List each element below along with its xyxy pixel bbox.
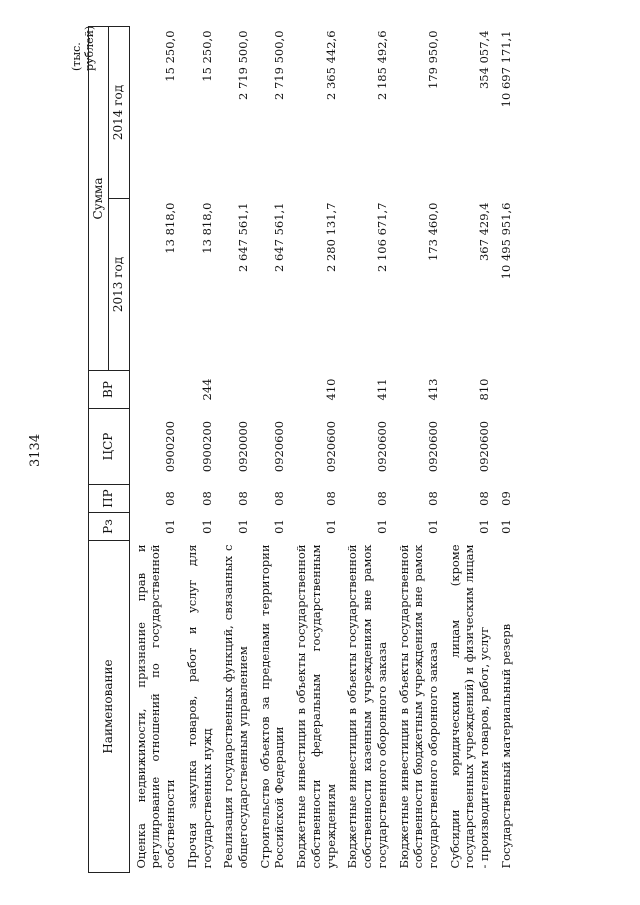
- row-sum-2014: 10 697 171,1: [498, 30, 513, 108]
- row-sum-2013: 2 106 671,7: [374, 202, 389, 272]
- row-vr: 413: [425, 378, 440, 401]
- table-row: [393, 26, 444, 872]
- row-rz: 01: [477, 519, 492, 534]
- header-csr: ЦСР: [89, 409, 130, 485]
- row-sum-2013: 13 818,0: [163, 202, 178, 254]
- row-vr: [254, 371, 290, 409]
- row-rz: 01: [498, 519, 513, 534]
- row-pr: 09: [498, 491, 513, 506]
- row-name: Оценка недвижимости, признание прав и регулирование отношений по государственной собственности: [133, 544, 178, 869]
- row-vr: 810: [477, 378, 492, 401]
- row-csr: 0920600: [374, 420, 389, 473]
- row-name: Прочая закупка товаров, работ и услуг для государственных нужд: [184, 544, 214, 869]
- row-csr: 0920600: [425, 420, 440, 473]
- row-sum-2013: 10 495 951,6: [498, 202, 513, 280]
- row-csr: 0920000: [236, 420, 251, 473]
- row-vr: 411: [374, 378, 389, 401]
- row-pr: 08: [374, 491, 389, 506]
- row-rz: 01: [199, 519, 214, 534]
- table-row: [444, 26, 495, 872]
- budget-table: [88, 26, 517, 873]
- row-sum-2014: 15 250,0: [163, 30, 178, 82]
- row-sum-2014: 2 365 442,6: [323, 30, 338, 100]
- row-csr: 0900200: [163, 420, 178, 473]
- row-rz: 01: [323, 519, 338, 534]
- row-csr: 0900200: [199, 420, 214, 473]
- table-row: [495, 26, 517, 872]
- row-csr: 0920600: [477, 420, 492, 473]
- row-sum-2014: 2 185 492,6: [374, 30, 389, 100]
- row-sum-2013: 2 647 561,1: [236, 202, 251, 272]
- row-vr: [217, 371, 253, 409]
- row-sum-2013: 367 429,4: [477, 202, 492, 262]
- row-name: Реализация государственных функций, связанных с общегосударственным управлением: [221, 544, 251, 869]
- table-row: [181, 26, 217, 872]
- table-row: [129, 26, 181, 872]
- row-sum-2013: 13 818,0: [199, 202, 214, 254]
- row-vr: 410: [323, 378, 338, 401]
- row-pr: 08: [477, 491, 492, 506]
- row-pr: 08: [199, 491, 214, 506]
- header-rz: Рз: [89, 513, 130, 541]
- row-rz: 01: [272, 519, 287, 534]
- row-sum-2013: 173 460,0: [425, 202, 440, 262]
- row-name: Бюджетные инвестиции в объекты государственной собственности федеральным государственным учреждениям: [294, 544, 338, 869]
- table-row: [341, 26, 392, 872]
- row-sum-2014: 15 250,0: [199, 30, 214, 82]
- row-rz: 01: [236, 519, 251, 534]
- row-vr: [495, 371, 517, 409]
- header-year-2013: 2013 год: [109, 199, 129, 371]
- row-rz: 01: [163, 519, 178, 534]
- header-sum: Сумма: [89, 26, 109, 370]
- row-pr: 08: [323, 491, 338, 506]
- table-row: [217, 26, 253, 872]
- row-sum-2014: 179 950,0: [425, 30, 440, 90]
- row-vr: [129, 371, 181, 409]
- row-sum-2013: 2 647 561,1: [272, 202, 287, 272]
- row-sum-2014: 2 719 500,0: [236, 30, 251, 100]
- header-vr: ВР: [89, 371, 130, 409]
- row-csr: 0920600: [323, 420, 338, 473]
- table-header: [89, 26, 130, 872]
- row-rz: 01: [374, 519, 389, 534]
- table-row: [290, 26, 341, 872]
- row-rz: 01: [425, 519, 440, 534]
- row-name: Государственный материальный резерв: [498, 623, 513, 869]
- header-year-2014: 2014 год: [109, 26, 129, 198]
- table-body: [129, 26, 516, 872]
- header-name: Наименование: [89, 541, 130, 873]
- row-name: Субсидии юридическим лицам (кроме государственных учреждений) и физическим лицам - производителям товаров, работ, услуг: [447, 544, 492, 869]
- row-pr: 08: [425, 491, 440, 506]
- row-csr: 0920600: [272, 420, 287, 473]
- header-pr: ПР: [89, 485, 130, 513]
- row-pr: 08: [272, 491, 287, 506]
- page-number: 3134: [28, 433, 43, 467]
- table-row: [254, 26, 290, 872]
- row-name: Бюджетные инвестиции в объекты государственной собственности бюджетным учреждениям вне рамок государственного оборонного заказа: [396, 544, 440, 869]
- row-name: Строительство объектов за пределами территории Российской Федерации: [257, 544, 287, 869]
- row-sum-2014: 354 057,4: [477, 30, 492, 90]
- units-label: (тыс. рублей): [70, 25, 96, 71]
- row-vr: 244: [199, 378, 214, 401]
- row-csr: [495, 409, 517, 485]
- row-sum-2014: 2 719 500,0: [272, 30, 287, 100]
- row-sum-2013: 2 280 131,7: [323, 202, 338, 272]
- row-pr: 08: [236, 491, 251, 506]
- row-pr: 08: [163, 491, 178, 506]
- row-name: Бюджетные инвестиции в объекты государственной собственности казенным учреждениям вне рамок государственного оборонного заказа: [345, 544, 389, 869]
